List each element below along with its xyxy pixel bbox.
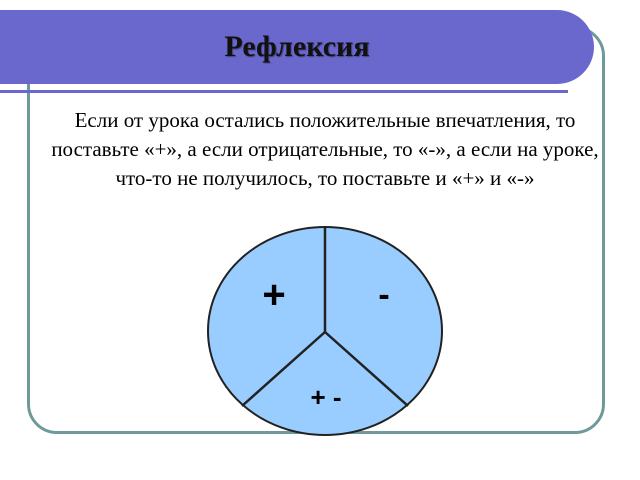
instruction-text: Если от урока остались положительные впечатления, то поставьте «+», а если отрицательные, то «-», а если на уроке, что-то не получилось, то поставьте и «+» и «-» (51, 108, 599, 190)
segment-label-plus-minus: + - (310, 382, 342, 412)
slide-title: Рефлексия (224, 30, 370, 63)
segment-label-minus: - (378, 276, 390, 314)
segment-label-plus: + (262, 273, 286, 317)
reflection-circle-diagram (200, 224, 450, 444)
title-underline (0, 90, 568, 93)
